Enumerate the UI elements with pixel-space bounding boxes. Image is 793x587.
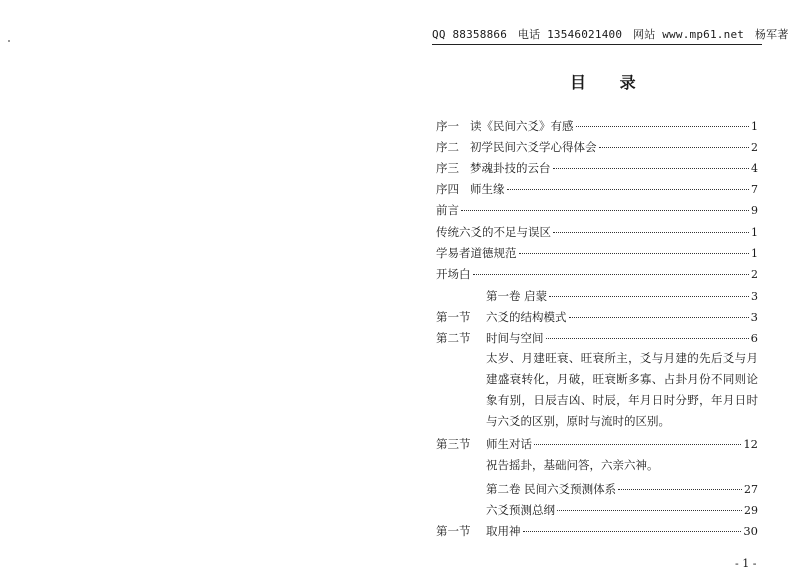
dot-leader — [576, 126, 750, 127]
preface-text: 读《民间六爻》有感 — [470, 119, 574, 133]
page-ref: 2 — [751, 141, 758, 154]
section-text: 取用神 — [486, 524, 521, 538]
entry-text: 传统六爻的不足与误区 — [436, 225, 551, 239]
toc-entry-volume-1 — [486, 288, 758, 304]
page-ref: 2 — [751, 268, 758, 281]
page-number: - 1 - — [735, 557, 757, 570]
preface-text: 梦魂卦技的云台 — [470, 161, 551, 175]
page-ref: 1 — [751, 120, 758, 133]
dot-leader — [618, 489, 742, 490]
dot-leader — [534, 444, 741, 445]
section-text: 师生对话 — [486, 437, 532, 451]
section-label: 第三节 — [436, 437, 471, 451]
page-ref: 27 — [744, 483, 758, 496]
entry-text: 第一卷 启蒙 — [486, 289, 548, 303]
section-text: 六爻的结构模式 — [486, 310, 567, 324]
page-ref: 1 — [751, 226, 758, 239]
dot-leader — [549, 296, 749, 297]
page-ref: 3 — [750, 310, 758, 324]
toc-entry-foreword — [436, 202, 758, 218]
page-ref: 30 — [743, 524, 758, 538]
toc-entry-ethics — [436, 245, 758, 261]
dot-leader — [553, 232, 749, 233]
entry-text: 学易者道德规范 — [436, 246, 517, 260]
toc-entry-preface-4 — [436, 181, 758, 197]
section-label: 第一节 — [436, 310, 471, 324]
page-ref: 12 — [743, 437, 758, 451]
page-ref: 1 — [751, 247, 758, 260]
preface-label: 序一 — [436, 119, 459, 133]
entry-text: 六爻预测总纲 — [486, 503, 555, 517]
scan-speck — [8, 40, 10, 42]
toc-entry-outline — [486, 502, 758, 518]
preface-label: 序二 — [436, 140, 459, 154]
section-text: 时间与空间 — [486, 331, 544, 345]
dot-leader — [557, 510, 742, 511]
dot-leader — [473, 274, 750, 275]
page-ref: 6 — [750, 331, 758, 345]
toc-title: 目 录 — [570, 73, 650, 92]
header-author: 杨军著 — [754, 28, 789, 41]
toc-section-1-1 — [436, 309, 758, 325]
dot-leader — [519, 253, 750, 254]
entry-text: 第二卷 民间六爻预测体系 — [486, 482, 617, 496]
page-ref: 3 — [751, 290, 758, 303]
preface-label: 序四 — [436, 182, 459, 196]
dot-leader — [553, 168, 750, 169]
header-qq: QQ 88358866 — [432, 28, 508, 41]
entry-text: 前言 — [436, 203, 459, 217]
header-site: 网站 www.mp61.net — [633, 28, 745, 41]
dot-leader — [461, 210, 749, 211]
dot-leader — [523, 531, 742, 532]
dot-leader — [569, 317, 749, 318]
toc-entry-opening — [436, 266, 758, 282]
section-1-2-description: 太岁、月建旺衰、旺衰所主，爻与月建的先后爻与月建盛衰转化，月破，旺衰断多寡、占卦月份不同则论象有别，日辰吉凶、时辰，年月日时分野，年月日时与六爻的区别，原时与流时的区别。 — [486, 351, 758, 428]
page-ref: 29 — [744, 504, 758, 517]
entry-text: 开场白 — [436, 267, 471, 281]
toc-entry-preface-3 — [436, 160, 758, 176]
preface-label: 序三 — [436, 161, 459, 175]
toc-section-1-2 — [436, 330, 758, 346]
toc-section-2-1 — [436, 523, 758, 539]
toc-entry-preface-1 — [436, 118, 758, 134]
section-label: 第一节 — [436, 524, 471, 538]
section-1-3-description: 祝告摇卦，基础问答，六亲六神。 — [486, 458, 659, 472]
page-ref: 7 — [751, 183, 758, 196]
section-label: 第二节 — [436, 331, 471, 345]
dot-leader — [507, 189, 750, 190]
toc-entry-volume-2 — [486, 481, 758, 497]
dot-leader — [546, 338, 749, 339]
toc-entry-shortcomings — [436, 224, 758, 240]
page-ref: 9 — [751, 204, 758, 217]
preface-text: 师生缘 — [470, 182, 505, 196]
preface-text: 初学民间六爻学心得体会 — [470, 140, 597, 154]
toc-section-1-3 — [436, 436, 758, 452]
page-header — [432, 26, 789, 45]
header-phone: 电话 13546021400 — [517, 28, 623, 41]
toc-entry-preface-2 — [436, 139, 758, 155]
page-ref: 4 — [751, 162, 758, 175]
dot-leader — [599, 147, 750, 148]
